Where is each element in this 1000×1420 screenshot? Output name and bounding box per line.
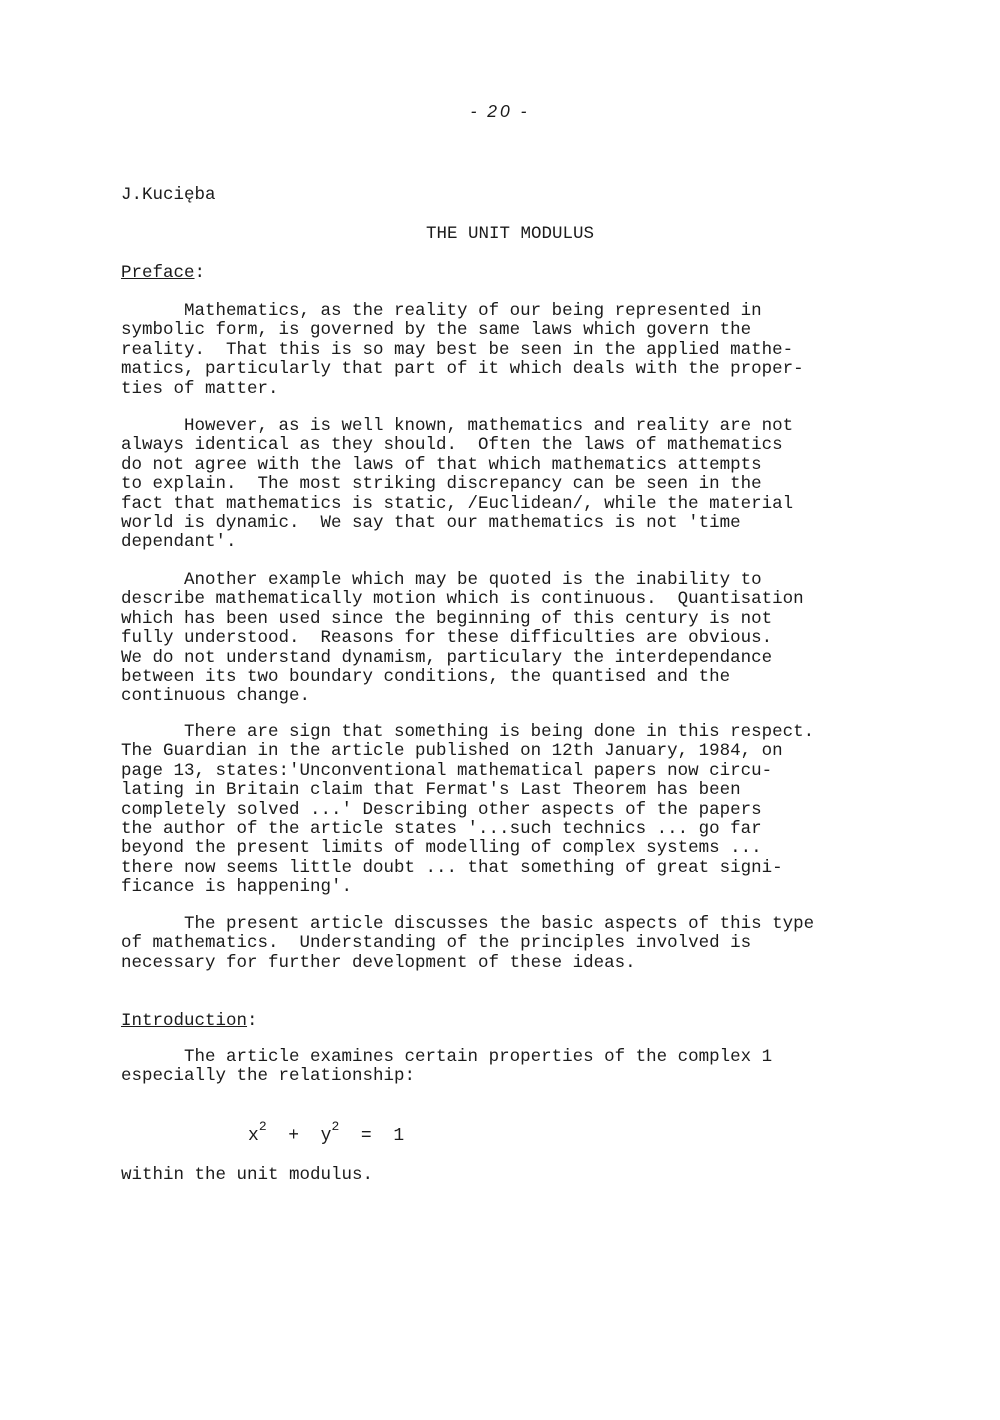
introduction-heading: Introduction:: [121, 1011, 258, 1031]
preface-heading: Preface:: [121, 263, 206, 283]
page-number: - 20 -: [470, 101, 530, 121]
preface-paragraph-4-text: There are sign that something is being done in this respect. The Guardian in the article published on 12th January, 1984, on page 13, states:'Unconventional mathematical papers now circu- lating in Britain claim that Fermat's Last Theorem has been completely solved ...' Describing other aspects of the papers the author of the article states '...such technics ... go far beyond the present limits of modelling of complex systems ... there now seems little doubt ... that something of great signi- ficance is happening'.: [121, 722, 815, 898]
equation-rhs: 1: [393, 1126, 405, 1146]
preface-paragraph-3: [121, 571, 804, 707]
equation-exponent-x: 2: [258, 1119, 267, 1134]
equation-x: x: [248, 1126, 259, 1146]
author-name: J.Kucięba: [121, 185, 216, 205]
article-title: THE UNIT MODULUS: [425, 224, 595, 244]
preface-paragraph-3-text: Another example which may be quoted is the inability to describe mathematically motion which is continuous. Quantisation which has been used since the beginning of this century is not fully understood. Reasons for these difficulties are obvious. We do not understand dynamism, particulary the interdependance between its two boundary conditions, the quantised and the continuous change.: [121, 570, 804, 707]
preface-paragraph-5-text: The present article discusses the basic aspects of this type of mathematics. Understanding of the principles involved is necessary for further development of these ideas.: [121, 914, 815, 973]
equation: [248, 1120, 404, 1146]
preface-paragraph-1: [121, 302, 804, 399]
preface-paragraph-4: [121, 723, 814, 898]
equation-exponent-y: 2: [331, 1119, 340, 1134]
preface-paragraph-1-text: Mathematics, as the reality of our being represented in symbolic form, is governed by the same laws which govern the reality. That this is so may best be seen in the applied mathe- matics, particularly that part of it which deals with the proper- ties of matter.: [121, 301, 804, 399]
equation-plus: +: [288, 1126, 300, 1146]
equation-y: y: [320, 1126, 332, 1146]
introduction-paragraph: [121, 1048, 772, 1087]
introduction-paragraph-text: The article examines certain properties of the complex 1 especially the relationship:: [121, 1047, 773, 1087]
preface-paragraph-2-text: However, as is well known, mathematics and reality are not always identical as they should. Often the laws of mathematics do not agree with the laws of that which mathematics attempts to explain. The most striking discrepancy can be seen in the fact that mathematics is static, /Euclidean/, while the material world is dynamic. We say that our mathematics is not 'time dependant'.: [121, 416, 794, 553]
introduction-closing: within the unit modulus.: [121, 1165, 374, 1185]
preface-paragraph-2: [121, 417, 793, 553]
equation-equals: =: [360, 1126, 372, 1146]
preface-paragraph-5: [121, 915, 814, 973]
